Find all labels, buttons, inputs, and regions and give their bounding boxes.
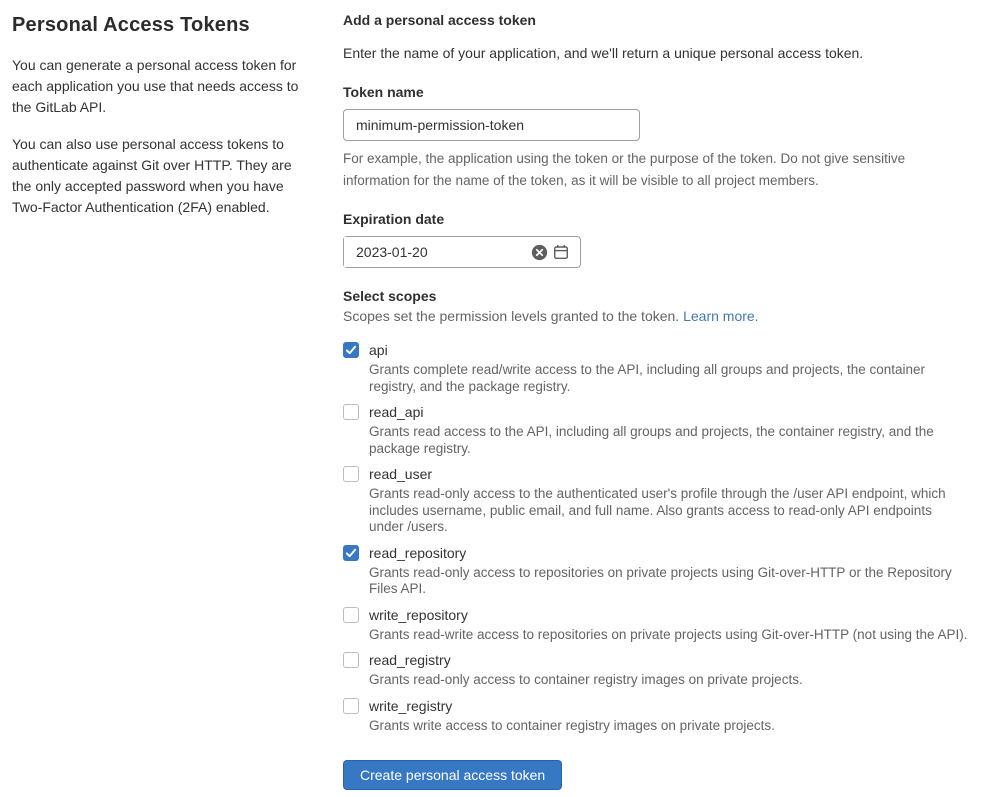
scope-row bbox=[343, 698, 986, 735]
scope-head bbox=[343, 698, 986, 714]
scope-checkbox[interactable] bbox=[343, 698, 359, 714]
scope-head bbox=[343, 404, 986, 420]
scope-head bbox=[343, 342, 986, 358]
scope-label: read_api bbox=[369, 404, 424, 420]
scope-label: read_user bbox=[369, 466, 433, 482]
scope-checkbox[interactable] bbox=[343, 404, 359, 420]
scope-description: Grants write access to container registry images on private projects. bbox=[369, 717, 775, 733]
scope-row bbox=[343, 545, 986, 598]
learn-more-link[interactable]: Learn more. bbox=[683, 308, 759, 324]
clear-circle-x-icon bbox=[531, 244, 548, 261]
scope-row bbox=[343, 652, 986, 689]
scope-description: Grants read access to the API, including all groups and projects, the container registry, and the package registry. bbox=[369, 424, 934, 456]
scope-head bbox=[343, 466, 986, 482]
scope-checkbox[interactable] bbox=[343, 652, 359, 668]
scopes-hint-text: Scopes set the permission levels granted to the token. bbox=[343, 308, 684, 324]
scope-checkbox[interactable] bbox=[343, 466, 359, 482]
scope-head bbox=[343, 652, 986, 668]
token-name-help: For example, the application using the token or the purpose of the token. Do not give sensitive information for the name of the token, as it will be visible to all project members. bbox=[343, 151, 906, 188]
scope-description: Grants read-only access to repositories on private projects using Git-over-HTTP or the Repository Files API. bbox=[369, 564, 952, 596]
scope-label: read_registry bbox=[369, 652, 451, 668]
scope-row bbox=[343, 607, 986, 644]
scope-description: Grants read-write access to repositories on private projects using Git-over-HTTP (not using the API). bbox=[369, 626, 968, 642]
checkmark-icon bbox=[345, 547, 357, 559]
scope-row bbox=[343, 466, 986, 536]
clear-date-button[interactable] bbox=[528, 241, 550, 263]
scope-description: Grants read-only access to container registry images on private projects. bbox=[369, 672, 803, 687]
checkmark-icon bbox=[345, 344, 357, 356]
token-name-label: Token name bbox=[343, 84, 424, 100]
scope-head bbox=[343, 607, 986, 623]
calendar-icon bbox=[553, 244, 569, 260]
scope-label: read_repository bbox=[369, 544, 467, 561]
scope-row bbox=[343, 342, 986, 395]
calendar-picker-button[interactable] bbox=[550, 241, 572, 263]
expiration-date-label: Expiration date bbox=[343, 211, 445, 227]
expiration-date-field bbox=[343, 236, 581, 268]
add-token-form bbox=[343, 12, 986, 790]
scope-description: Grants read-only access to the authenticated user's profile through the /user API endpoint, which includes username, public email, and full name. Also grants access to read-only API endpoints under /users. bbox=[369, 486, 946, 534]
expiration-date-input[interactable] bbox=[344, 237, 528, 267]
select-scopes-label: Select scopes bbox=[343, 288, 437, 304]
scope-checkbox[interactable] bbox=[343, 545, 359, 561]
page-description-panel bbox=[12, 12, 312, 790]
scope-row bbox=[343, 404, 986, 457]
scope-label: write_repository bbox=[369, 606, 468, 623]
token-name-input[interactable] bbox=[343, 109, 640, 141]
scope-checkbox[interactable] bbox=[343, 342, 359, 358]
page-description-paragraph-1: You can generate a personal access token for each application you use that needs access to the GitLab API. bbox=[12, 57, 299, 115]
scope-label: api bbox=[369, 342, 388, 358]
scopes-hint bbox=[343, 308, 986, 324]
scopes-list bbox=[343, 342, 986, 734]
scope-head bbox=[343, 545, 986, 561]
scope-checkbox[interactable] bbox=[343, 607, 359, 623]
scope-description: Grants complete read/write access to the API, including all groups and projects, the container registry, and the package registry. bbox=[369, 362, 926, 394]
page-description-paragraph-2: You can also use personal access tokens to authenticate against Git over HTTP. They are the only accepted password when you have Two-Factor Authentication (2FA) enabled. bbox=[12, 136, 292, 215]
form-title: Add a personal access token bbox=[343, 12, 536, 28]
form-intro: Enter the name of your application, and we'll return a unique personal access token. bbox=[343, 45, 864, 61]
create-token-button[interactable]: Create personal access token bbox=[343, 760, 562, 790]
page-title: Personal Access Tokens bbox=[12, 14, 250, 36]
scope-label: write_registry bbox=[369, 697, 453, 714]
